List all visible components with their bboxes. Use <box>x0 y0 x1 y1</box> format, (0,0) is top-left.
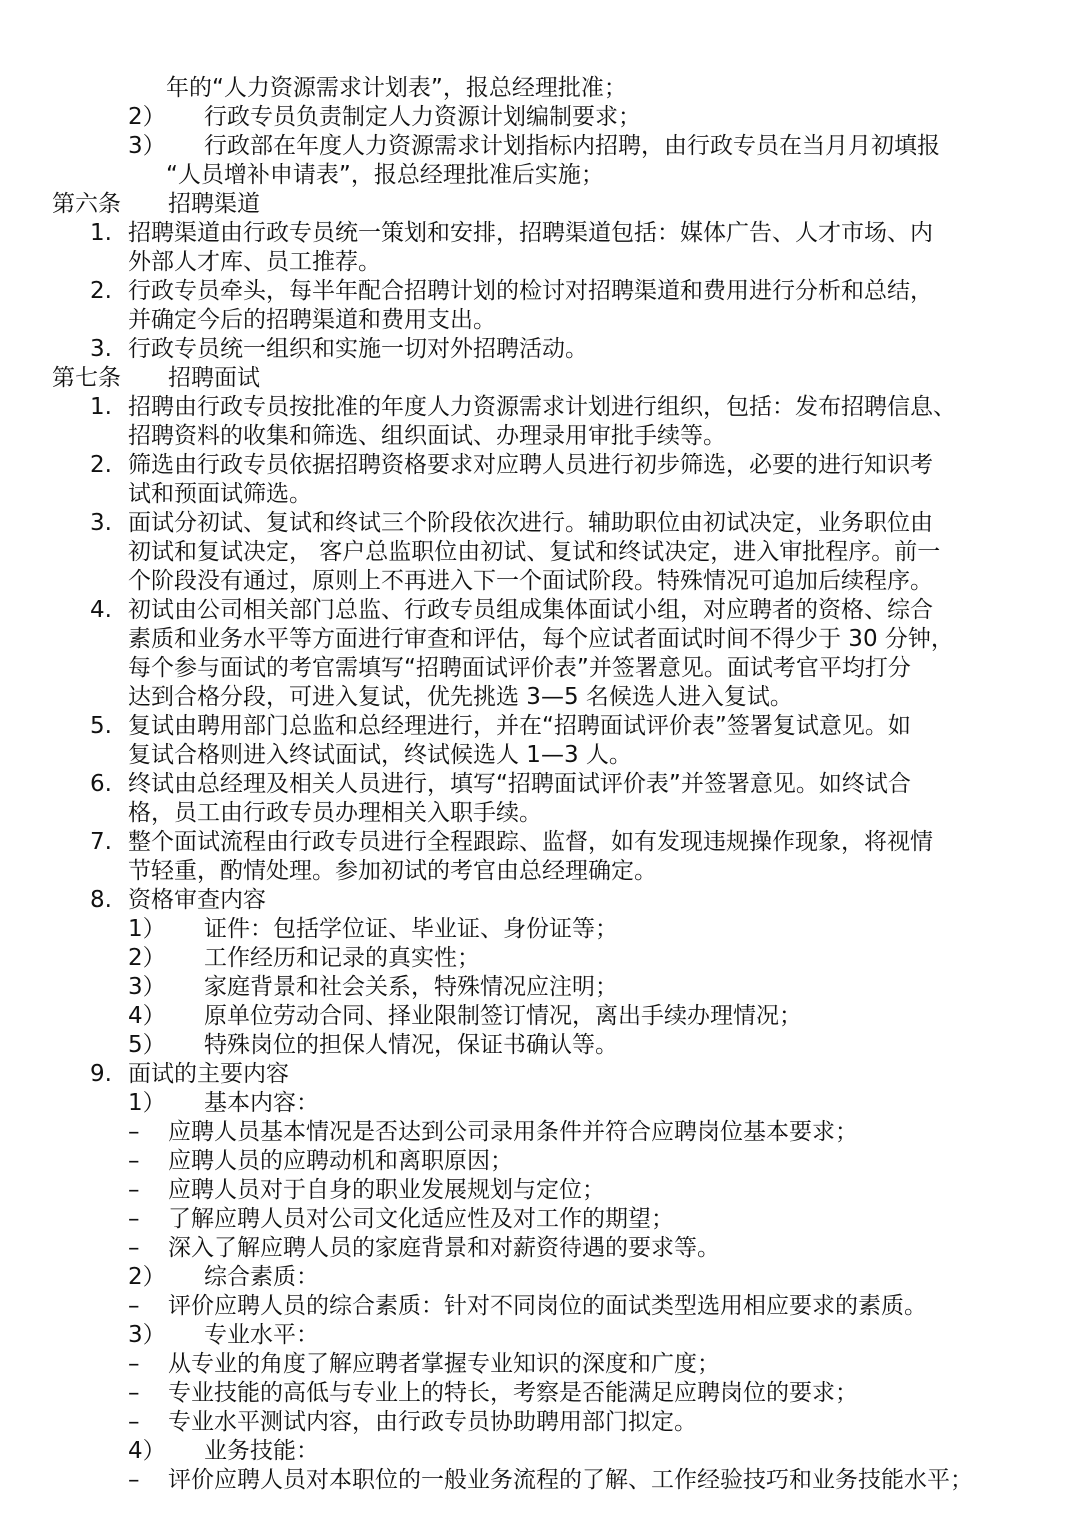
bullet-line <box>0 1466 1080 1495</box>
line-text: 节轻重，酌情处理。参加初试的考官由总经理确定。 <box>128 858 657 884</box>
continuation-line <box>0 741 1080 770</box>
continuation-line <box>0 306 1080 335</box>
bullet-line <box>0 1408 1080 1437</box>
continuation-line <box>0 799 1080 828</box>
line-text: 综合素质： <box>204 1264 319 1290</box>
item-number: 2. <box>90 452 112 478</box>
list-item <box>0 973 1080 1002</box>
line-text: “人员增补申请表”，报总经理批准后实施； <box>166 162 604 188</box>
item-number: 1） <box>128 1090 166 1116</box>
list-item <box>0 1263 1080 1292</box>
item-number: 1. <box>90 394 112 420</box>
list-item <box>0 1060 1080 1089</box>
continuation-line <box>0 422 1080 451</box>
item-number: 3） <box>128 133 166 159</box>
line-text: 应聘人员的应聘动机和离职原因； <box>168 1148 513 1174</box>
list-item <box>0 103 1080 132</box>
dash-marker: – <box>128 1380 140 1406</box>
item-number: 3. <box>90 336 112 362</box>
list-item <box>0 509 1080 538</box>
line-text: 家庭背景和社会关系，特殊情况应注明； <box>204 974 618 1000</box>
line-text: 面试分初试、复试和终试三个阶段依次进行。辅助职位由初试决定，业务职位由 <box>128 510 933 536</box>
list-item <box>0 915 1080 944</box>
continuation-line <box>0 538 1080 567</box>
line-text: 原单位劳动合同、择业限制签订情况，离出手续办理情况； <box>204 1003 802 1029</box>
list-item <box>0 393 1080 422</box>
line-text: 评价应聘人员的综合素质：针对不同岗位的面试类型选用相应要求的素质。 <box>168 1293 927 1319</box>
dash-marker: – <box>128 1409 140 1435</box>
dash-marker: – <box>128 1119 140 1145</box>
line-text: 年的“人力资源需求计划表”，报总经理批准； <box>166 75 627 101</box>
line-text: 筛选由行政专员依据招聘资格要求对应聘人员进行初步筛选，必要的进行知识考 <box>128 452 933 478</box>
dash-marker: – <box>128 1148 140 1174</box>
line-text: 招聘由行政专员按批准的年度人力资源需求计划进行组织，包括：发布招聘信息、 <box>128 394 956 420</box>
item-number: 5） <box>128 1032 166 1058</box>
line-text: 证件：包括学位证、毕业证、身份证等； <box>204 916 618 942</box>
line-text: 业务技能： <box>204 1438 319 1464</box>
list-item <box>0 770 1080 799</box>
list-item <box>0 1321 1080 1350</box>
line-text: 应聘人员基本情况是否达到公司录用条件并符合应聘岗位基本要求； <box>168 1119 858 1145</box>
list-item <box>0 1002 1080 1031</box>
list-item <box>0 451 1080 480</box>
item-number: 8. <box>90 887 112 913</box>
list-item <box>0 1089 1080 1118</box>
item-number: 6. <box>90 771 112 797</box>
line-text: 应聘人员对于自身的职业发展规划与定位； <box>168 1177 605 1203</box>
article-6-body <box>0 219 1080 364</box>
article-7-body <box>0 393 1080 1495</box>
list-item <box>0 712 1080 741</box>
article-heading-6 <box>0 190 1080 219</box>
line-text: 整个面试流程由行政专员进行全程跟踪、监督，如有发现违规操作现象，将视情 <box>128 829 933 855</box>
bullet-line <box>0 1234 1080 1263</box>
continuation-line <box>0 161 1080 190</box>
line-text: 了解应聘人员对公司文化适应性及对工作的期望； <box>168 1206 674 1232</box>
line-text: 行政专员牵头，每半年配合招聘计划的检讨对招聘渠道和费用进行分析和总结， <box>128 278 933 304</box>
line-text: 达到合格分段，可进入复试，优先挑选 3—5 名候选人进入复试。 <box>128 684 793 710</box>
line-text: 初试由公司相关部门总监、行政专员组成集体面试小组，对应聘者的资格、综合 <box>128 597 933 623</box>
list-item <box>0 219 1080 248</box>
line-text: 个阶段没有通过，原则上不再进入下一个面试阶段。特殊情况可追加后续程序。 <box>128 568 933 594</box>
item-number: 2） <box>128 945 166 971</box>
list-item <box>0 132 1080 161</box>
list-item <box>0 828 1080 857</box>
line-text: 专业技能的高低与专业上的特长，考察是否能满足应聘岗位的要求； <box>168 1380 858 1406</box>
dash-marker: – <box>128 1293 140 1319</box>
line-text: 从专业的角度了解应聘者掌握专业知识的深度和广度； <box>168 1351 720 1377</box>
list-item <box>0 596 1080 625</box>
continuation-line <box>0 567 1080 596</box>
line-text: 行政部在年度人力资源需求计划指标内招聘，由行政专员在当月月初填报 <box>204 133 940 159</box>
line-text: 基本内容： <box>204 1090 319 1116</box>
item-number: 7. <box>90 829 112 855</box>
line-text: 面试的主要内容 <box>128 1061 289 1087</box>
article-number: 第七条 <box>52 365 121 391</box>
list-item <box>0 886 1080 915</box>
line-text: 深入了解应聘人员的家庭背景和对薪资待遇的要求等。 <box>168 1235 720 1261</box>
line-text: 行政专员负责制定人力资源计划编制要求； <box>204 104 641 130</box>
continuation-line <box>0 654 1080 683</box>
item-number: 2. <box>90 278 112 304</box>
line-text: 评价应聘人员对本职位的一般业务流程的了解、工作经验技巧和业务技能水平； <box>168 1467 973 1493</box>
line-text: 初试和复试决定， 客户总监职位由初试、复试和终试决定，进入审批程序。前一 <box>128 539 941 565</box>
list-item <box>0 1031 1080 1060</box>
item-number: 1） <box>128 916 166 942</box>
line-text: 格，员工由行政专员办理相关入职手续。 <box>128 800 542 826</box>
continuation-line <box>0 683 1080 712</box>
line-text: 行政专员统一组织和实施一切对外招聘活动。 <box>128 336 588 362</box>
bullet-line <box>0 1350 1080 1379</box>
item-number: 3） <box>128 974 166 1000</box>
article-title: 招聘面试 <box>168 365 260 391</box>
bullet-line <box>0 1118 1080 1147</box>
dash-marker: – <box>128 1206 140 1232</box>
document-page <box>0 74 1080 1495</box>
continuation-line <box>0 480 1080 509</box>
line-text: 工作经历和记录的真实性； <box>204 945 480 971</box>
article-heading-7 <box>0 364 1080 393</box>
line-text: 试和预面试筛选。 <box>128 481 312 507</box>
line-text: 复试由聘用部门总监和总经理进行，并在“招聘面试评价表”签署复试意见。如 <box>128 713 911 739</box>
continuation-line <box>0 625 1080 654</box>
item-number: 4） <box>128 1003 166 1029</box>
list-item <box>0 277 1080 306</box>
bullet-line <box>0 1292 1080 1321</box>
item-number: 3. <box>90 510 112 536</box>
item-number: 5. <box>90 713 112 739</box>
dash-marker: – <box>128 1177 140 1203</box>
line-text: 招聘渠道由行政专员统一策划和安排，招聘渠道包括：媒体广告、人才市场、内 <box>128 220 933 246</box>
item-number: 1. <box>90 220 112 246</box>
item-number: 2） <box>128 104 166 130</box>
line-text: 资格审查内容 <box>128 887 266 913</box>
dash-marker: – <box>128 1351 140 1377</box>
item-number: 4） <box>128 1438 166 1464</box>
dash-marker: – <box>128 1467 140 1493</box>
bullet-line <box>0 1176 1080 1205</box>
line-text: 每个参与面试的考官需填写“招聘面试评价表”并签署意见。面试考官平均打分 <box>128 655 911 681</box>
bullet-line <box>0 1147 1080 1176</box>
continuation-line <box>0 248 1080 277</box>
list-item <box>0 944 1080 973</box>
section-continuation <box>0 74 1080 190</box>
bullet-line <box>0 1205 1080 1234</box>
item-number: 2） <box>128 1264 166 1290</box>
continuation-line <box>0 857 1080 886</box>
line-text: 外部人才库、员工推荐。 <box>128 249 381 275</box>
item-number: 4. <box>90 597 112 623</box>
bullet-line <box>0 1379 1080 1408</box>
article-title: 招聘渠道 <box>168 191 260 217</box>
line-text: 特殊岗位的担保人情况，保证书确认等。 <box>204 1032 618 1058</box>
list-item <box>0 335 1080 364</box>
line-text: 终试由总经理及相关人员进行，填写“招聘面试评价表”并签署意见。如终试合 <box>128 771 911 797</box>
item-number: 3） <box>128 1322 166 1348</box>
line-text: 复试合格则进入终试面试，终试候选人 1—3 人。 <box>128 742 632 768</box>
item-number: 9. <box>90 1061 112 1087</box>
line-text: 并确定今后的招聘渠道和费用支出。 <box>128 307 496 333</box>
line-text: 专业水平： <box>204 1322 319 1348</box>
line-text: 素质和业务水平等方面进行审查和评估，每个应试者面试时间不得少于 30 分钟， <box>128 626 954 652</box>
line-text: 招聘资料的收集和筛选、组织面试、办理录用审批手续等。 <box>128 423 726 449</box>
line-text: 专业水平测试内容，由行政专员协助聘用部门拟定。 <box>168 1409 697 1435</box>
dash-marker: – <box>128 1235 140 1261</box>
list-item <box>0 1437 1080 1466</box>
continuation-line <box>0 74 1080 103</box>
article-number: 第六条 <box>52 191 121 217</box>
